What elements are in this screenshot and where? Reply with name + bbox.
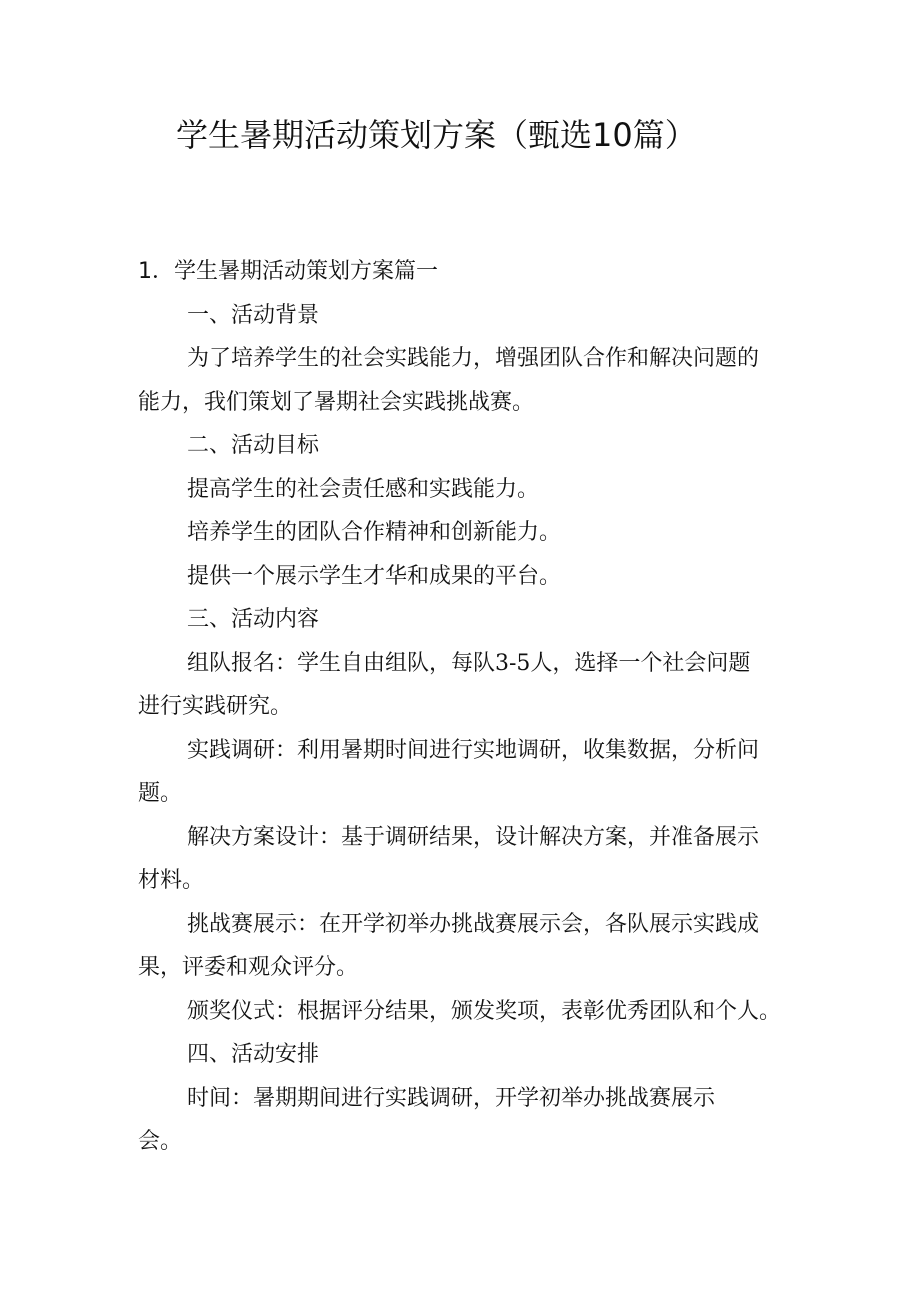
paragraph-line: 提供一个展示学生才华和成果的平台。 bbox=[187, 563, 562, 589]
paragraph-line: 培养学生的团队合作精神和创新能力。 bbox=[187, 520, 562, 545]
heading-content: 三、活动内容 bbox=[187, 607, 320, 632]
heading-goals: 二、活动目标 bbox=[187, 433, 320, 458]
paragraph-line: 实践调研：利用暑期时间进行实地调研，收集数据，分析问 bbox=[187, 737, 760, 763]
document-body bbox=[138, 250, 788, 1164]
section-title: 1．学生暑期活动策划方案篇一 bbox=[138, 259, 438, 284]
paragraph-line: 组队报名：学生自由组队，每队3-5人，选择一个社会问题 bbox=[187, 650, 751, 676]
paragraph-line: 颁奖仪式：根据评分结果，颁发奖项，表彰优秀团队和个人。 bbox=[187, 998, 782, 1024]
paragraph-line: 材料。 bbox=[138, 868, 205, 893]
paragraph-line: 题。 bbox=[138, 781, 183, 806]
document-title: 学生暑期活动策划方案（甄选10篇） bbox=[176, 116, 697, 154]
paragraph-line: 会。 bbox=[138, 1129, 183, 1154]
heading-background: 一、活动背景 bbox=[187, 302, 320, 328]
paragraph-line: 提高学生的社会责任感和实践能力。 bbox=[187, 476, 540, 502]
paragraph-line: 能力，我们策划了暑期社会实践挑战赛。 bbox=[138, 389, 535, 415]
paragraph-line: 果，评委和观众评分。 bbox=[138, 955, 359, 980]
heading-schedule: 四、活动安排 bbox=[187, 1042, 320, 1067]
paragraph-line: 解决方案设计：基于调研结果，设计解决方案，并准备展示 bbox=[187, 824, 760, 850]
paragraph-line: 时间：暑期期间进行实践调研，开学初举办挑战赛展示 bbox=[187, 1085, 716, 1111]
paragraph-line: 为了培养学生的社会实践能力，增强团队合作和解决问题的 bbox=[187, 346, 760, 371]
paragraph-line: 挑战赛展示：在开学初举办挑战赛展示会，各队展示实践成 bbox=[187, 911, 760, 937]
paragraph-line: 进行实践研究。 bbox=[138, 694, 293, 719]
